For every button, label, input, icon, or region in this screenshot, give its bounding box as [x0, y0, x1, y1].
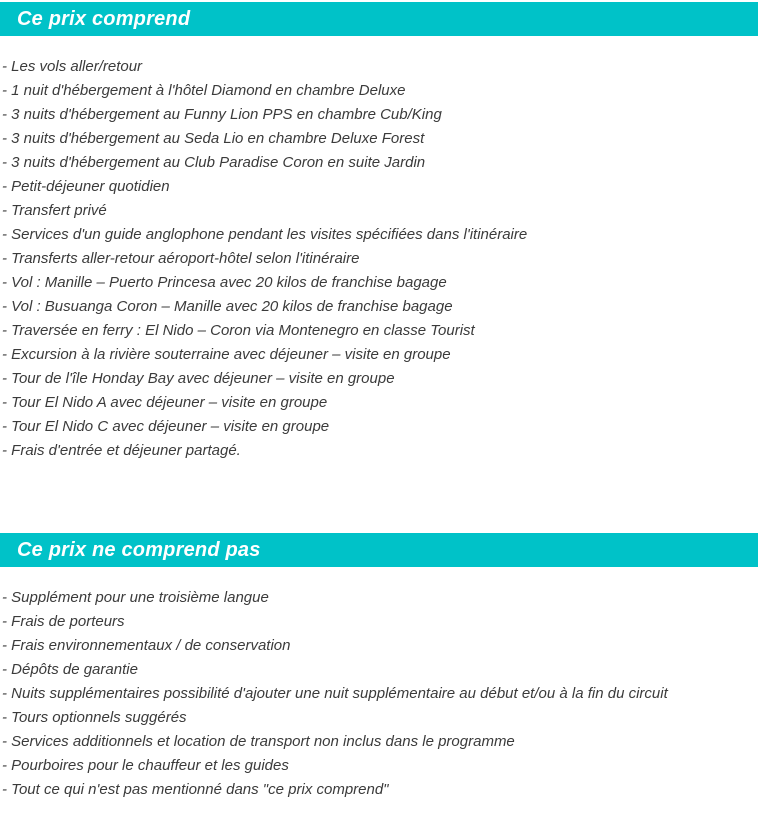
list-item: - Tout ce qui n'est pas mentionné dans "ce prix comprend"	[2, 781, 389, 798]
list-item: - Tours optionnels suggérés	[2, 709, 187, 726]
list-item: - Transfert privé	[2, 202, 107, 219]
list-item: - Frais environnementaux / de conservation	[2, 637, 291, 654]
list-item: - Excursion à la rivière souterraine avec déjeuner – visite en groupe	[2, 346, 451, 363]
section-included	[0, 2, 758, 463]
list-item: - Pourboires pour le chauffeur et les guides	[2, 757, 289, 774]
section-included-header	[0, 2, 758, 36]
list-item: - Tour de l'île Honday Bay avec déjeuner – visite en groupe	[2, 370, 395, 387]
list-item: - Les vols aller/retour	[2, 58, 143, 75]
section-excluded-title: Ce prix ne comprend pas	[17, 539, 261, 561]
list-item: - 3 nuits d'hébergement au Club Paradise Coron en suite Jardin	[2, 154, 426, 171]
list-item: - Frais de porteurs	[2, 613, 125, 630]
list-item: - Nuits supplémentaires possibilité d'ajouter une nuit supplémentaire au début et/ou à la fin du circuit	[2, 685, 668, 702]
section-excluded	[0, 533, 758, 802]
excluded-list	[0, 567, 758, 802]
section-included-title: Ce prix comprend	[17, 8, 191, 30]
list-item: - Services d'un guide anglophone pendant les visites spécifiées dans l'itinéraire	[2, 226, 528, 243]
list-item: - Tour El Nido A avec déjeuner – visite en groupe	[2, 394, 328, 411]
list-item: - 3 nuits d'hébergement au Seda Lio en chambre Deluxe Forest	[2, 130, 425, 147]
list-item: - 3 nuits d'hébergement au Funny Lion PPS en chambre Cub/King	[2, 106, 442, 123]
list-item: - Vol : Busuanga Coron – Manille avec 20 kilos de franchise bagage	[2, 298, 453, 315]
list-item: - Vol : Manille – Puerto Princesa avec 20 kilos de franchise bagage	[2, 274, 447, 291]
list-item: - Transferts aller-retour aéroport-hôtel selon l'itinéraire	[2, 250, 360, 267]
list-item: - Dépôts de garantie	[2, 661, 138, 678]
list-item: - 1 nuit d'hébergement à l'hôtel Diamond en chambre Deluxe	[2, 82, 406, 99]
list-item: - Frais d'entrée et déjeuner partagé.	[2, 442, 241, 459]
included-list	[0, 36, 758, 463]
section-excluded-header	[0, 533, 758, 567]
list-item: - Services additionnels et location de transport non inclus dans le programme	[2, 733, 515, 750]
list-item: - Traversée en ferry : El Nido – Coron via Montenegro en classe Tourist	[2, 322, 475, 339]
list-item: - Petit-déjeuner quotidien	[2, 178, 170, 195]
list-item: - Supplément pour une troisième langue	[2, 589, 269, 606]
list-item: - Tour El Nido C avec déjeuner – visite en groupe	[2, 418, 330, 435]
